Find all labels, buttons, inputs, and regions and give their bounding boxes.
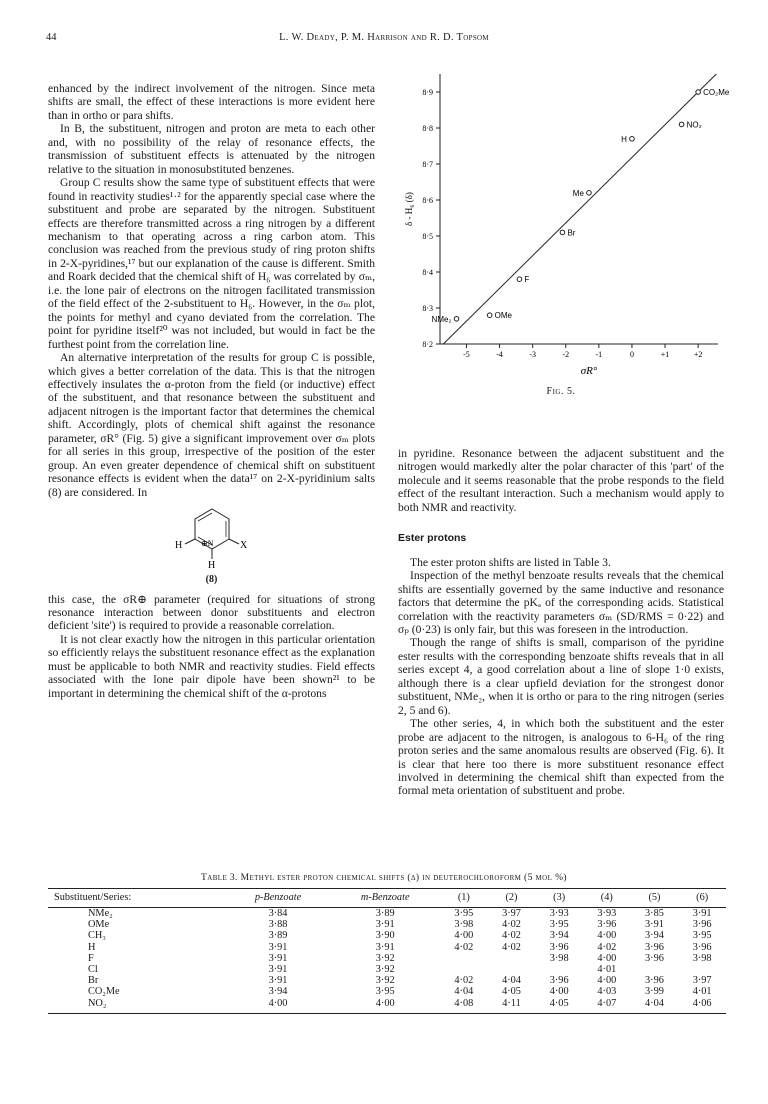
figure-5 <box>398 62 730 377</box>
table-cell: 3·95 <box>375 986 395 998</box>
table-cell: 3·96 <box>692 919 712 931</box>
data-point-label: H <box>621 134 627 144</box>
table-row <box>48 919 726 930</box>
table-cell: 4·04 <box>502 975 521 987</box>
y-axis-label: δ - H₆ (δ) <box>404 192 414 226</box>
table-cell: 3·96 <box>645 941 664 953</box>
structure-atom-h-bottom: H <box>207 560 215 572</box>
structure-atom-h-left: H <box>174 540 182 552</box>
column-header: (3) <box>553 892 566 903</box>
data-point <box>696 90 701 95</box>
column-header: (2) <box>505 892 518 903</box>
table-cell: 3·91 <box>375 919 395 931</box>
table-cell: 4·02 <box>502 919 521 931</box>
table-cell: 3·96 <box>549 975 569 987</box>
table-cell: 3·96 <box>692 941 712 953</box>
table-cell: 4·00 <box>597 930 617 942</box>
table-cell: 4·04 <box>454 986 474 998</box>
pyridinium-structure-diagram <box>137 505 287 572</box>
data-point-label: Br <box>567 228 576 238</box>
paragraph: in pyridine. Resonance between the adjacent substituent and the nitrogen would markedly alter the polar character of this 'part' of the molecule and it seems reasonable that the probe responds to the field effect of the resultant interaction. Such a mechanism would apply to both NMR and reactivity. <box>398 447 724 514</box>
table-cell <box>440 953 488 964</box>
data-point-label: F <box>524 275 530 285</box>
paragraph: It is not clear exactly how the nitrogen in this particular orientation so efficiently relays the substituent resonance effect as the explanation must be applicable to both NMR and reactivity studies. Field effects associated with the lone pair dipole have been shown²¹ to be important in determining the chemical shift of the α-protons <box>48 632 375 700</box>
table-cell: 3·97 <box>692 975 712 987</box>
table-cell <box>488 964 536 975</box>
table-cell: 3·98 <box>692 952 712 964</box>
table-cell: 3·98 <box>454 919 474 931</box>
table-header-row <box>48 889 726 908</box>
table-cell: 4·02 <box>502 930 521 942</box>
table-cell: 4·11 <box>502 997 521 1009</box>
paragraph: enhanced by the indirect involvement of the nitrogen. Since meta shifts are small, the effect of these interactions is more evident here than in ortho or para shifts. <box>48 82 375 122</box>
x-tick-label: 0 <box>629 350 634 359</box>
table-row <box>48 930 726 941</box>
data-point-label: NO₂ <box>686 120 702 130</box>
data-point <box>630 137 635 142</box>
table-cell: 3·89 <box>268 930 288 942</box>
running-header-authors: L. W. Deady, P. M. Harrison and R. D. Topsom <box>279 32 489 43</box>
table-cell: 3·91 <box>645 919 664 931</box>
table-cell: 3·92 <box>375 964 395 976</box>
table-cell: 3·94 <box>549 930 569 942</box>
table-cell: 3·94 <box>268 986 288 998</box>
table-cell: 3·84 <box>268 908 288 919</box>
paragraph: The ester proton shifts are listed in Table 3. <box>410 555 611 569</box>
x-tick-label: -1 <box>595 350 603 359</box>
data-point <box>454 317 459 322</box>
row-substituent: NMe₂ <box>88 908 113 919</box>
data-point-label: Me <box>572 188 584 198</box>
row-substituent: CH₃ <box>88 930 106 942</box>
structure-atom-x: X <box>239 540 247 552</box>
right-column <box>398 447 724 798</box>
y-tick-label: 8·6 <box>422 196 433 205</box>
left-column <box>48 82 375 700</box>
table-cell: 3·96 <box>549 941 569 953</box>
table-cell: 4·05 <box>502 986 521 998</box>
x-axis-label: σR° <box>580 365 598 377</box>
x-tick-label: -3 <box>529 350 537 359</box>
table-row <box>48 908 726 920</box>
data-point-label: NMe₂ <box>431 314 452 324</box>
table-cell: 3·95 <box>454 908 474 919</box>
row-substituent: CO₂Me <box>88 986 120 998</box>
table-cell: 4·05 <box>549 997 569 1009</box>
y-tick-label: 8·2 <box>422 340 433 349</box>
structure-label: (8) <box>205 574 218 586</box>
table-cell: 3·97 <box>502 908 521 919</box>
table-cell: 4·02 <box>597 941 617 953</box>
table-cell: 4·02 <box>502 941 521 953</box>
paragraph: In B, the substituent, nitrogen and proton are meta to each other and, with no possibility of the relay of resonance effects, the transmission of substituent effects is attenuated by the nitrogen relative to the situation in monosubstituted benzenes. <box>48 122 375 176</box>
data-point <box>679 122 684 127</box>
table-cell: 4·00 <box>597 975 617 987</box>
row-substituent: Cl <box>88 964 98 976</box>
table-cell: 3·91 <box>692 908 712 919</box>
y-tick-label: 8·7 <box>422 160 433 169</box>
table-cell: 4·07 <box>597 997 617 1009</box>
table-cell: 4·00 <box>268 997 288 1009</box>
column-header: Substituent/Series: <box>54 892 132 903</box>
table-cell <box>535 964 583 975</box>
data-point <box>517 277 522 282</box>
table-cell <box>488 953 536 964</box>
row-substituent: OMe <box>88 919 110 931</box>
data-point-label: OMe <box>494 311 512 321</box>
data-point <box>587 191 592 196</box>
table-cell: 3·92 <box>375 952 395 964</box>
figure-caption: Fig. 5. <box>546 386 576 397</box>
row-substituent: Br <box>88 975 99 987</box>
x-tick-label: -4 <box>496 350 503 359</box>
column-header: p-Benzoate <box>254 892 302 903</box>
y-tick-label: 8·9 <box>422 88 433 97</box>
table-cell: 3·89 <box>375 908 395 919</box>
table-cell: 3·96 <box>645 952 664 964</box>
x-tick-label: +2 <box>693 350 703 359</box>
table-cell: 4·08 <box>454 997 474 1009</box>
table-row <box>48 975 726 986</box>
data-point-label: CO₂Me <box>703 88 730 97</box>
table-cell: 4·04 <box>645 997 664 1009</box>
structure-atom-n-plus: ⊕N <box>200 539 213 549</box>
table-cell: 4·06 <box>692 997 712 1009</box>
table-row <box>48 986 726 997</box>
table-cell <box>678 964 726 975</box>
column-header: (1) <box>457 892 470 903</box>
table-cell: 4·00 <box>597 952 617 964</box>
table-cell: 4·03 <box>597 986 617 998</box>
table-cell: 3·85 <box>645 908 664 919</box>
table-cell: 3·96 <box>645 975 664 987</box>
y-tick-label: 8·4 <box>422 268 433 277</box>
x-tick-label: +1 <box>660 350 670 359</box>
table-cell <box>440 964 488 975</box>
section-heading: Ester protons <box>398 532 467 545</box>
scatter-chart <box>398 62 730 377</box>
table-cell: 3·93 <box>597 908 617 919</box>
table-row <box>48 964 726 975</box>
running-header <box>0 32 768 48</box>
table-cell: 4·01 <box>692 986 712 998</box>
table-cell: 4·00 <box>375 997 395 1009</box>
x-tick-label: -2 <box>562 350 570 359</box>
table-cell: 3·91 <box>375 941 395 953</box>
paragraph: Inspection of the methyl benzoate results reveals that the chemical shifts are essentially governed by the same inductive and resonance factors that determine the pKₐ of the corresponding acids. Statistical correlation with the reactivity parameters σₘ (SD/RMS = 0·22) and σₚ (0·23) is only fair, but this was foreseen in the introduction. <box>398 569 724 636</box>
table-caption: Table 3. Methyl ester proton chemical shifts (δ) in deuterochloroform (5 mol %) <box>201 873 567 883</box>
x-tick-label: -5 <box>463 350 470 359</box>
y-tick-label: 8·5 <box>422 232 433 241</box>
row-substituent: H <box>88 941 96 953</box>
table-cell: 3·91 <box>268 941 288 953</box>
column-header: (4) <box>600 892 613 903</box>
column-header: (5) <box>648 892 661 903</box>
column-header: (6) <box>696 892 709 903</box>
table-cell: 3·93 <box>549 908 569 919</box>
table-cell: 4·00 <box>549 986 569 998</box>
data-point <box>487 313 492 318</box>
table-cell: 4·00 <box>454 930 474 942</box>
table-cell: 3·88 <box>268 919 288 931</box>
data-point <box>560 230 565 235</box>
table-cell: 3·91 <box>268 975 288 987</box>
table-cell: 4·02 <box>454 941 474 953</box>
table-cell: 3·94 <box>645 930 664 942</box>
paragraph: Though the range of shifts is small, comparison of the pyridine ester results with the corresponding benzoate shifts reveals that in all series except 4, a good correlation about a line of slope 1·0 exists, although there is a clear upfield deviation for the strongest donor substituent, NMe₂, when it is ortho or para to the ring nitrogen (series 2, 5 and 6). <box>398 636 724 717</box>
column-header: m-Benzoate <box>360 892 410 903</box>
table-cell: 3·91 <box>268 964 288 976</box>
table-row <box>48 998 726 1014</box>
page-number: 44 <box>46 32 57 43</box>
table-cell: 3·98 <box>549 952 569 964</box>
table-cell: 3·99 <box>645 986 664 998</box>
table-cell: 3·91 <box>268 952 288 964</box>
row-substituent: NO₂ <box>88 997 107 1009</box>
table-cell: 4·02 <box>454 975 474 987</box>
paragraph: The other series, 4, in which both the substituent and the ester probe are adjacent to the nitrogen, is analogous to 6-H₆ of the ring proton series and the same anomalous results are observed (Fig. 6). It is clear that here too there is more substituent resonance effect involved in determining the chemical shift than expected from the formal meta orientation of substituent and probe. <box>398 717 724 798</box>
paragraph: Group C results show the same type of substituent effects that were found in reactivity studies¹·² for the apparently special case where the substituent and probe are separated by the nitrogen. Substituent effects are therefore transmitted across a ring nitrogen by a different mechanism to that operating across a ring carbon atom. This conclusion was reached from the previous study of ring proton shifts in 2-X-pyridines,¹⁷ but our explanation of the cause is different. Smith and Roark decided that the chemical shift of H₆ was correlated by σₘ, i.e. the lone pair of electrons on the nitrogen facilitated transmission of the field effect of the 2-substituent to H₆. However, in the σₘ plot, the points for methyl and cyano deviated from the correlation. The point for pyridine itself²⁰ was not included, but would in fact be the furthest point from the correlation line. <box>48 176 375 351</box>
table-cell: 3·90 <box>375 930 395 942</box>
y-tick-label: 8·3 <box>422 304 433 313</box>
row-substituent: F <box>88 952 94 964</box>
data-table <box>48 888 726 1014</box>
table-cell: 3·92 <box>375 975 395 987</box>
table-cell: 3·95 <box>692 930 712 942</box>
table-cell: 3·96 <box>597 919 617 931</box>
table-cell: 3·95 <box>549 919 569 931</box>
fit-line <box>443 74 716 344</box>
table-cell <box>631 964 679 975</box>
paragraph: this case, the σR⊕ parameter (required for situations of strong resonance interaction between donor substituents and electron deficient 'site') is required to provide a reasonable correlation. <box>48 592 375 633</box>
paragraph: An alternative interpretation of the results for group C is possible, which gives a better correlation of the data. This is that the nitrogen effectively insulates the α-proton from the field (or inductive) effect of the substituent, and that resonance between the substituent and adjacent nitrogen is the important factor that determines the chemical shift. Accordingly, plots of chemical shift against the resonance parameter, σR° (Fig. 5) give a significant improvement over σₘ plots for all series in this group, irrespective of the position of the ester group. An even greater dependence of chemical shift on substituent resonance effects is evident when the data¹⁷ on 2-X-pyridinium salts (8) are considered. In <box>48 351 375 499</box>
table-cell: 4·01 <box>597 964 617 976</box>
y-tick-label: 8·8 <box>422 124 433 133</box>
table-row <box>48 953 726 964</box>
table-row <box>48 942 726 953</box>
